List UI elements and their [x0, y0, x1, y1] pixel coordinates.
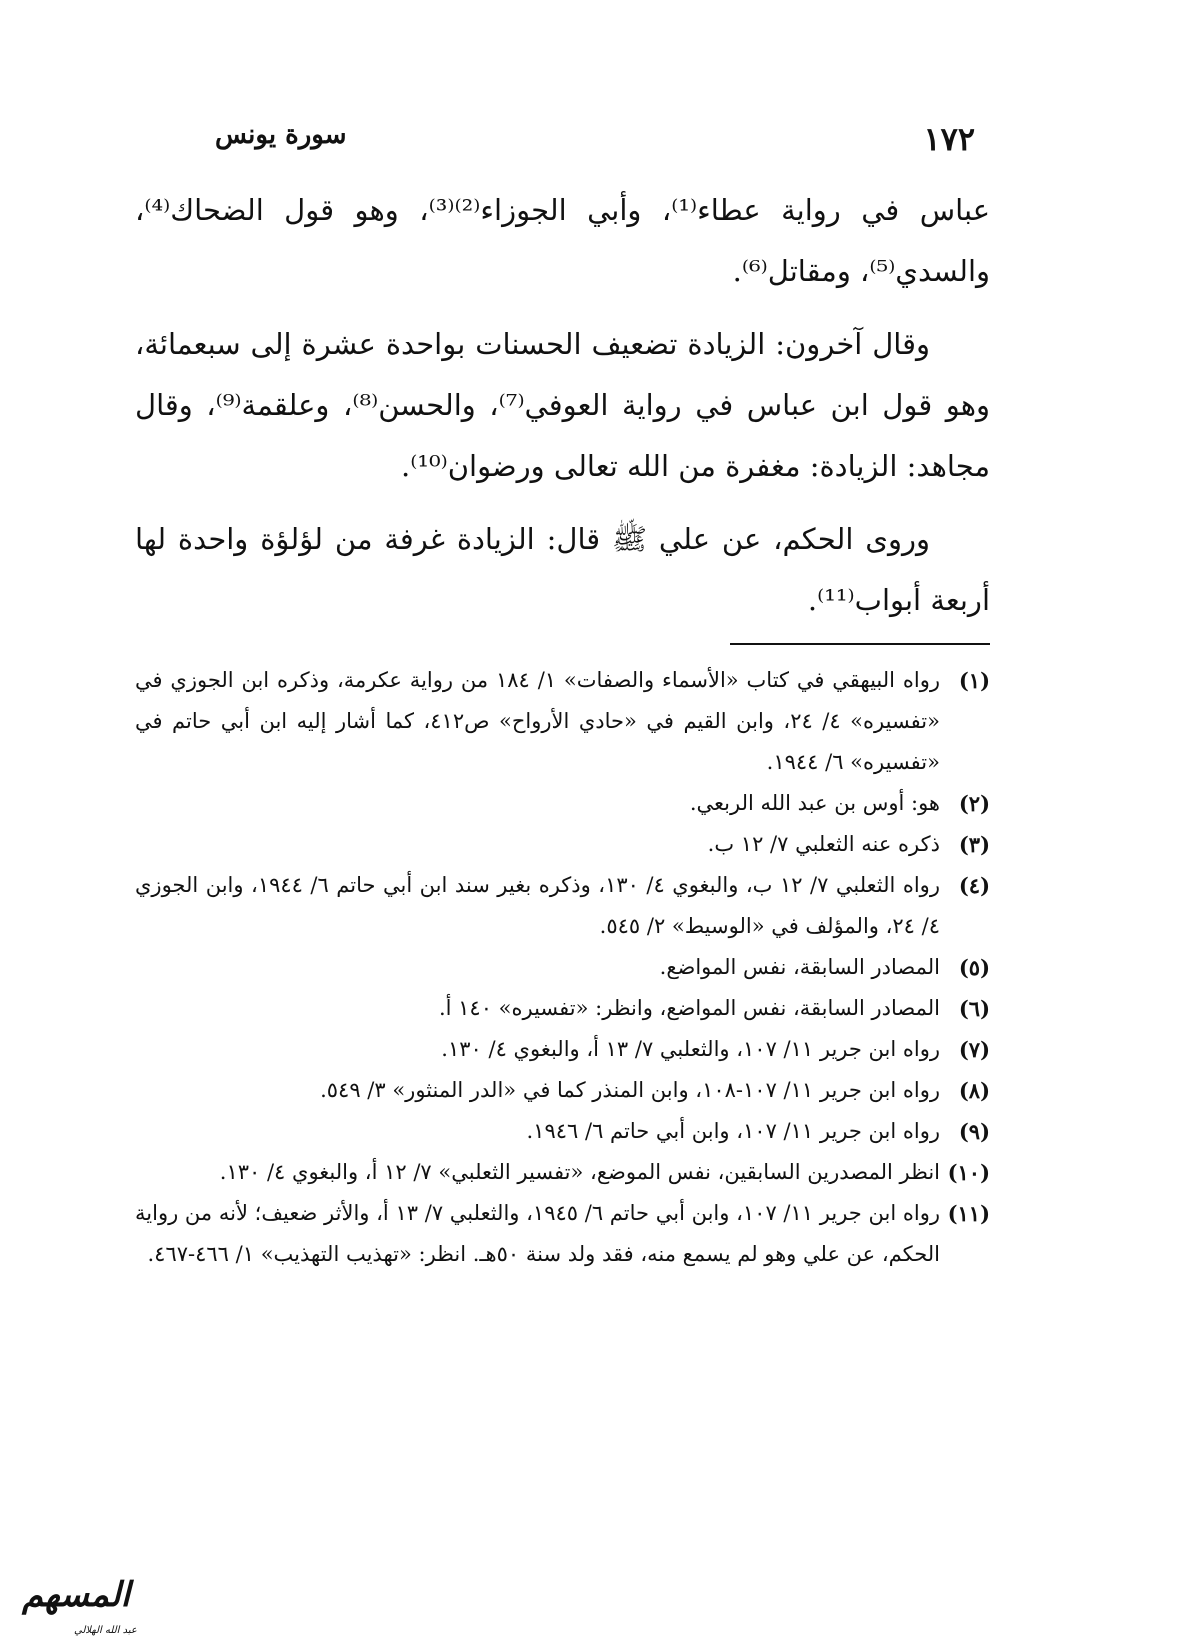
- logo-subtext: عبد الله الهلالي: [74, 1625, 137, 1636]
- footnote-text: المصادر السابقة، نفس المواضع.: [659, 955, 940, 979]
- footnotes: [135, 660, 990, 1275]
- footnote-text: رواه ابن جرير ١١/ ١٠٧، وابن أبي حاتم ٦/ ١٩٤٦.: [526, 1119, 940, 1143]
- footnote-number: (٥): [958, 955, 990, 980]
- paragraph: عباس في رواية عطاء⁽¹⁾، وأبي الجوزاء⁽²⁾⁽³⁾، وهو قول الضحاك⁽⁴⁾، والسدي⁽⁵⁾، ومقاتل⁽⁶⁾.: [135, 193, 990, 288]
- footnote-text: هو: أوس بن عبد الله الربعي.: [689, 791, 940, 815]
- paragraph: وقال آخرون: الزيادة تضعيف الحسنات بواحدة عشرة إلى سبعمائة، وهو قول ابن عباس في رواية العوفي⁽⁷⁾، والحسن⁽⁸⁾، وعلقمة⁽⁹⁾، وقال مجاهد: الزيادة: مغفرة من الله تعالى ورضوان⁽¹⁰⁾.: [135, 327, 990, 483]
- footnote: [135, 1152, 990, 1193]
- page-number: ١٧٢: [923, 120, 975, 158]
- footnote: [135, 947, 990, 988]
- footnote-divider: [730, 643, 990, 645]
- footnote-number: (٦): [958, 996, 990, 1021]
- footnote-number: (١٠): [947, 1160, 990, 1185]
- footnote-text: رواه ابن جرير ١١/ ١٠٧، وابن أبي حاتم ٦/ ١٩٤٥، والثعلبي ٧/ ١٣ أ، والأثر ضعيف؛ لأنه من رواية الحكم، عن علي وهو لم يسمع منه، فقد ولد سنة ٥٠هـ. انظر: «تهذيب التهذيب» ١/ ٤٦٦-٤٦٧.: [135, 1201, 940, 1266]
- footnote-number: (٤): [958, 873, 990, 898]
- footnote: [135, 783, 990, 824]
- main-text: [135, 180, 990, 643]
- footnote-text: رواه ابن جرير ١١/ ١٠٧-١٠٨، وابن المنذر كما في «الدر المنثور» ٣/ ٥٤٩.: [320, 1078, 940, 1102]
- footnote: [135, 988, 990, 1029]
- footnote: [135, 824, 990, 865]
- footnote-number: (١١): [947, 1201, 990, 1226]
- footnote: [135, 1029, 990, 1070]
- footnote-number: (٩): [958, 1119, 990, 1144]
- footnote: [135, 1111, 990, 1152]
- footnote-number: (٢): [958, 791, 990, 816]
- footnote-text: انظر المصدرين السابقين، نفس الموضع، «تفسير الثعلبي» ٧/ ١٢ أ، والبغوي ٤/ ١٣٠.: [219, 1160, 940, 1184]
- footnote-text: رواه الثعلبي ٧/ ١٢ ب، والبغوي ٤/ ١٣٠، وذكره بغير سند ابن أبي حاتم ٦/ ١٩٤٤، وابن الجوزي ٤/ ٢٤، والمؤلف في «الوسيط» ٢/ ٥٤٥.: [135, 873, 940, 938]
- page-header: [215, 120, 975, 170]
- footnote-text: رواه البيهقي في كتاب «الأسماء والصفات» ١/ ١٨٤ من رواية عكرمة، وذكره ابن الجوزي في «تفسيره» ٤/ ٢٤، وابن القيم في «حادي الأرواح» ص٤١٢، كما أشار إليه ابن أبي حاتم في «تفسيره» ٦/ ١٩٤٤.: [135, 668, 940, 774]
- footnote-text: المصادر السابقة، نفس المواضع، وانظر: «تفسيره» ١٤٠ أ.: [438, 996, 940, 1020]
- footnote: [135, 1193, 990, 1275]
- running-title: سورة يونس: [215, 120, 347, 150]
- footnote-number: (١): [958, 668, 990, 693]
- footnote: [135, 865, 990, 947]
- footnote: [135, 660, 990, 783]
- footnote-number: (٣): [958, 832, 990, 857]
- footnote-text: ذكره عنه الثعلبي ٧/ ١٢ ب.: [707, 832, 940, 856]
- publisher-logo: [22, 1575, 152, 1635]
- paragraph: وروى الحكم، عن علي ﷺ قال: الزيادة غرفة من لؤلؤة واحدة لها أربعة أبواب⁽¹¹⁾.: [135, 522, 990, 617]
- footnote-text: رواه ابن جرير ١١/ ١٠٧، والثعلبي ٧/ ١٣ أ، والبغوي ٤/ ١٣٠.: [441, 1037, 940, 1061]
- logo-text: المسهم: [22, 1575, 131, 1615]
- footnote: [135, 1070, 990, 1111]
- footnote-number: (٧): [958, 1037, 990, 1062]
- footnote-number: (٨): [958, 1078, 990, 1103]
